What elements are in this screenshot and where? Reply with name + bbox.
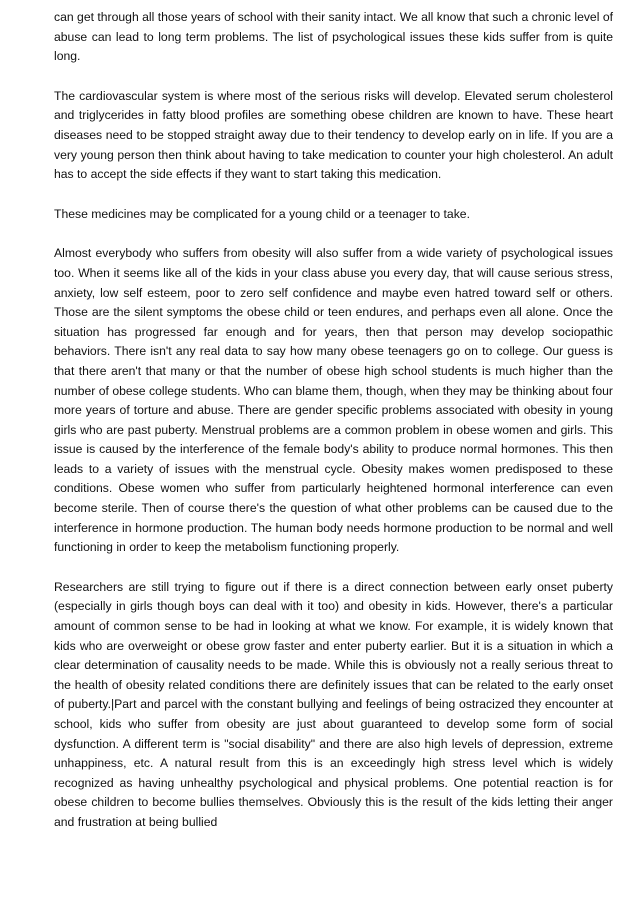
document-page — [54, 8, 613, 833]
paragraph-sanity: can get through all those years of school with their sanity intact. We all know that such a chronic level of abuse can lead to long term problems. The list of psychological issues these kids suffer from is quite long. — [54, 10, 613, 64]
paragraph-cardiovascular: The cardiovascular system is where most of the serious risks will develop. Elevated serum cholesterol and triglycerides in fatty blood profiles are something obese children are known to have. These heart diseases need to be stopped straight away due to their tendency to develop early on in life. If you are a very young person then think about having to take medication to counter your high cholesterol. An adult has to accept the side effects if they want to start taking this medication. — [54, 88, 613, 182]
paragraph-psychological: Almost everybody who suffers from obesity will also suffer from a wide variety of psychological issues too. When it seems like all of the kids in your class abuse you every day, that will cause serious stress, anxiety, low self esteem, poor to zero self confidence and maybe even hatred toward self or others. Those are the silent symptoms the obese child or teen endures, and perhaps even all alone. Once the situation has progressed far enough and for years, then that person may develop sociopathic behaviors. There isn't any real data to say how many obese teenagers go on to college. Our guess is that there aren't that many or that the number of obese high school students is much higher than the number of obese college students. Who can blame them, though, when they may be thinking about four more years of torture and abuse. There are gender specific problems associated with obesity in young girls who are past puberty. Menstrual problems are a common problem in obese women and girls. This issue is caused by the interference of the female body's ability to produce normal hormones. This then leads to a variety of issues with the menstrual cycle. Obesity makes women predisposed to these conditions. Obese women who suffer from particularly heightened hormonal interference can even become sterile. Then of course there's the question of what other problems can be caused due to the interference in hormone production. The human body needs hormone production to be normal and well functioning in order to keep the metabolism functioning properly. — [54, 246, 613, 555]
paragraph-puberty: Researchers are still trying to figure out if there is a direct connection between early onset puberty (especially in girls though boys can deal with it too) and obesity in kids. However, there's a particular amount of common sense to be had in looking at what we know. For example, it is widely known that kids who are overweight or obese grow faster and enter puberty earlier. But it is a situation in which a clear determination of causality needs to be made. While this is obviously not a really serious threat to the health of obesity related conditions there are definitely issues that can be related to the early onset of puberty.|Part and parcel with the constant bullying and feelings of being ostracized they encounter at school, kids who suffer from obesity are just about guaranteed to develop some form of social dysfunction. A different term is "social disability" and there are also high levels of depression, extreme unhappiness, etc. A natural result from this is an exceedingly high stress level which is widely recognized as having unhealthy psychological and physical problems. One potential reaction is for obese children to become bullies themselves. Obviously this is the result of the kids letting their anger and frustration at being bullied — [54, 579, 613, 829]
paragraph-medicines: These medicines may be complicated for a young child or a teenager to take. — [54, 206, 470, 221]
